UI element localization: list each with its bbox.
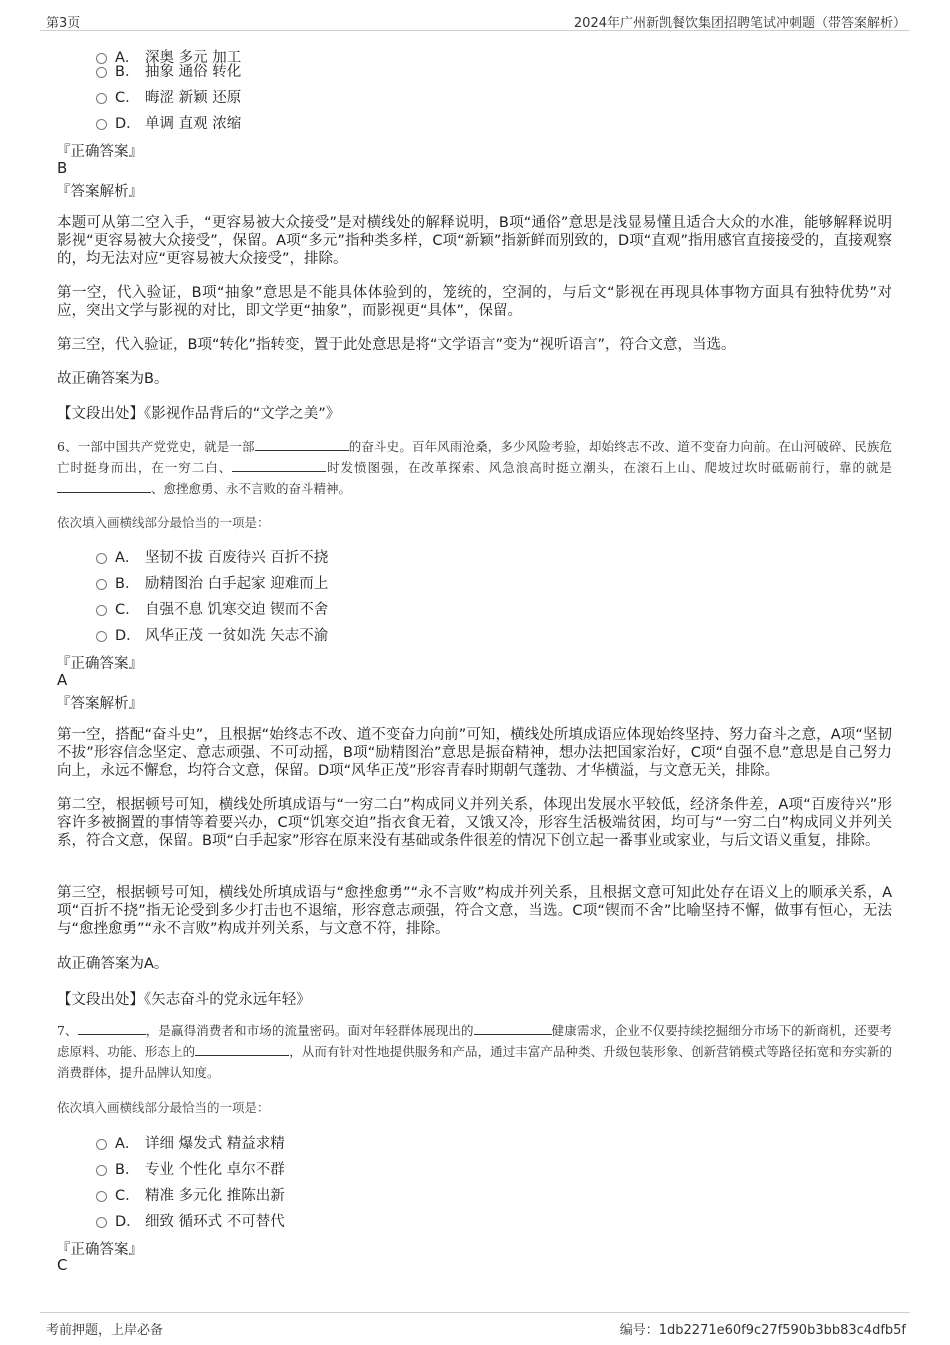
analysis-paragraph: 第一空，搭配“奋斗史”，且根据“始终志不改、道不变奋力向前”可知，横线处所填成语应体现始终坚持、努力奋斗之意，A项“坚韧不拔”形容信念坚定、意志顽强、不可动摇，B项“励精图治”意思是振奋精神，想办法把国家治好，C项“自强不息”意思是自己努力向上，永远不懈怠，均符合文意，保留。D项“风华正茂”形容青春时期朝气蓬勃、才华横溢，与文意无关，排除。 bbox=[57, 727, 892, 779]
radio-icon[interactable] bbox=[96, 631, 107, 642]
radio-icon[interactable] bbox=[96, 1165, 107, 1176]
analysis-paragraph: 本题可从第二空入手，“更容易被大众接受”是对横线处的解释说明，B项“通俗”意思是浅显易懂且适合大众的水准，能够解释说明影视“更容易被大众接受”，保留。A项“多元”指种类多样，C项“新颖”指新鲜而别致的，D项“直观”指用感官直接接受的，直接观察的，均无法对应“更容易被大众接受”，排除。 bbox=[57, 215, 892, 267]
fill-blank bbox=[232, 459, 326, 472]
q7-option-c[interactable]: C． 精准 多元化 推陈出新 bbox=[96, 1184, 285, 1205]
q7-option-a[interactable]: A． 详细 爆发式 精益求精 bbox=[96, 1132, 285, 1153]
fill-blank bbox=[78, 1022, 146, 1035]
fill-blank bbox=[255, 438, 349, 451]
document-id: 编号：1db2271e60f9c27f590b3bb83c4dfb5f bbox=[619, 1323, 906, 1338]
q7-option-d[interactable]: D． 细致 循环式 不可替代 bbox=[96, 1210, 285, 1231]
answer-label: 『正确答案』 bbox=[56, 656, 143, 672]
answer-label: 『正确答案』 bbox=[56, 144, 143, 160]
page-footer bbox=[40, 1312, 910, 1337]
q6-option-b[interactable]: B． 励精图治 白手起家 迎难而上 bbox=[96, 572, 328, 593]
source-citation: 【文段出处】《影视作品背后的“文学之美”》 bbox=[57, 406, 341, 422]
question-6-stem: 6、一部中国共产党党史，就是一部 的奋斗史。百年风雨沧桑，多少风险考验，却始终志不改、道不变奋力向前。在山河破碎、民族危亡时挺身而出，在一穷二白、 时发愤图强，在改革探索、风急浪高时挺立潮头，在滚石上山、爬坡过坎时砥砺前行，靠的就是、愈挫愈勇、永不言败的奋斗精神。 bbox=[57, 439, 892, 496]
answer-value: B bbox=[57, 159, 68, 177]
radio-icon[interactable] bbox=[96, 1191, 107, 1202]
q7-option-b[interactable]: B． 专业 个性化 卓尔不群 bbox=[96, 1158, 285, 1179]
question-instruction: 依次填入画横线部分最恰当的一项是： bbox=[57, 515, 270, 530]
analysis-paragraph: 故正确答案为B。 bbox=[57, 371, 169, 387]
analysis-label: 『答案解析』 bbox=[56, 696, 143, 712]
question-instruction: 依次填入画横线部分最恰当的一项是： bbox=[57, 1100, 270, 1115]
answer-label: 『正确答案』 bbox=[56, 1242, 143, 1258]
analysis-paragraph: 第二空，根据顿号可知，横线处所填成语与“一穷二白”构成同义并列关系，体现出发展水平较低，经济条件差，A项“百废待兴”形容许多被搁置的事情等着要兴办，C项“饥寒交迫”指衣食无着，又饿又冷，形容生活极端贫困，均可与“一穷二白”构成同义并列关系，符合文意，保留。B项“白手起家”形容在原来没有基础或条件很差的情况下创立起一番事业或家业，与后文语义重复，排除。 bbox=[57, 797, 892, 849]
radio-icon[interactable] bbox=[96, 119, 107, 130]
page-number: 第3页 bbox=[46, 16, 81, 31]
fill-blank bbox=[195, 1043, 289, 1056]
radio-icon[interactable] bbox=[96, 579, 107, 590]
page-header bbox=[40, 8, 910, 31]
q6-option-a[interactable]: A． 坚韧不拔 百废待兴 百折不挠 bbox=[96, 546, 328, 567]
q6-option-d[interactable]: D． 风华正茂 一贫如洗 矢志不渝 bbox=[96, 624, 328, 645]
analysis-paragraph: 第一空，代入验证，B项“抽象”意思是不能具体体验到的，笼统的，空洞的，与后文“影视在再现具体事物方面具有独特优势”对应，突出文学与影视的对比，即文学更“抽象”，而影视更“具体”，保留。 bbox=[57, 285, 892, 319]
radio-icon[interactable] bbox=[96, 605, 107, 616]
radio-icon[interactable] bbox=[96, 1217, 107, 1228]
fill-blank bbox=[474, 1022, 552, 1035]
analysis-paragraph: 故正确答案为A。 bbox=[57, 956, 169, 972]
radio-icon[interactable] bbox=[96, 93, 107, 104]
analysis-paragraph: 第三空，代入验证，B项“转化”指转变，置于此处意思是将“文学语言”变为“视听语言”，符合文意，当选。 bbox=[57, 337, 736, 353]
source-citation: 【文段出处】《矢志奋斗的党永远年轻》 bbox=[57, 992, 311, 1008]
answer-value: A bbox=[57, 671, 68, 689]
analysis-paragraph: 第三空，根据顿号可知，横线处所填成语与“愈挫愈勇”“永不言败”构成并列关系，且根据文意可知此处存在语义上的顺承关系，A项“百折不挠”指无论受到多少打击也不退缩，形容意志顽强，符合文意，当选。C项“锲而不舍”比喻坚持不懈，做事有恒心，无法与“愈挫愈勇”“永不言败”构成并列关系，与文意不符，排除。 bbox=[57, 885, 892, 937]
document-title: 2024年广州新凯餐饮集团招聘笔试冲刺题（带答案解析） bbox=[573, 16, 906, 31]
radio-icon[interactable] bbox=[96, 1139, 107, 1150]
q6-option-c[interactable]: C． 自强不息 饥寒交迫 锲而不舍 bbox=[96, 598, 328, 619]
footer-slogan: 考前押题，上岸必备 bbox=[46, 1323, 164, 1338]
radio-icon[interactable] bbox=[96, 553, 107, 564]
question-7-stem: 7、 ，是赢得消费者和市场的流量密码。面对年轻群体展现出的 健康需求，企业不仅要持续挖掘细分市场下的新商机，还要考虑原料、功能、形态上的 ，从而有针对性地提供服务和产品，通过丰富产品种类、升级包装形象、创新营销模式等路径拓宽和夯实新的消费群体，提升品牌认知度。 bbox=[57, 1023, 892, 1080]
analysis-label: 『答案解析』 bbox=[56, 184, 143, 200]
q5-option-a[interactable]: A． 深奥 多元 加工 bbox=[96, 46, 241, 67]
fill-blank bbox=[57, 480, 151, 493]
answer-value: C bbox=[57, 1256, 68, 1274]
radio-icon[interactable] bbox=[96, 67, 107, 78]
q5-option-c[interactable]: C． 晦涩 新颖 还原 bbox=[96, 86, 241, 107]
q5-option-b[interactable]: B． 抽象 通俗 转化 bbox=[96, 60, 241, 81]
q5-option-d[interactable]: D． 单调 直观 浓缩 bbox=[96, 112, 241, 133]
